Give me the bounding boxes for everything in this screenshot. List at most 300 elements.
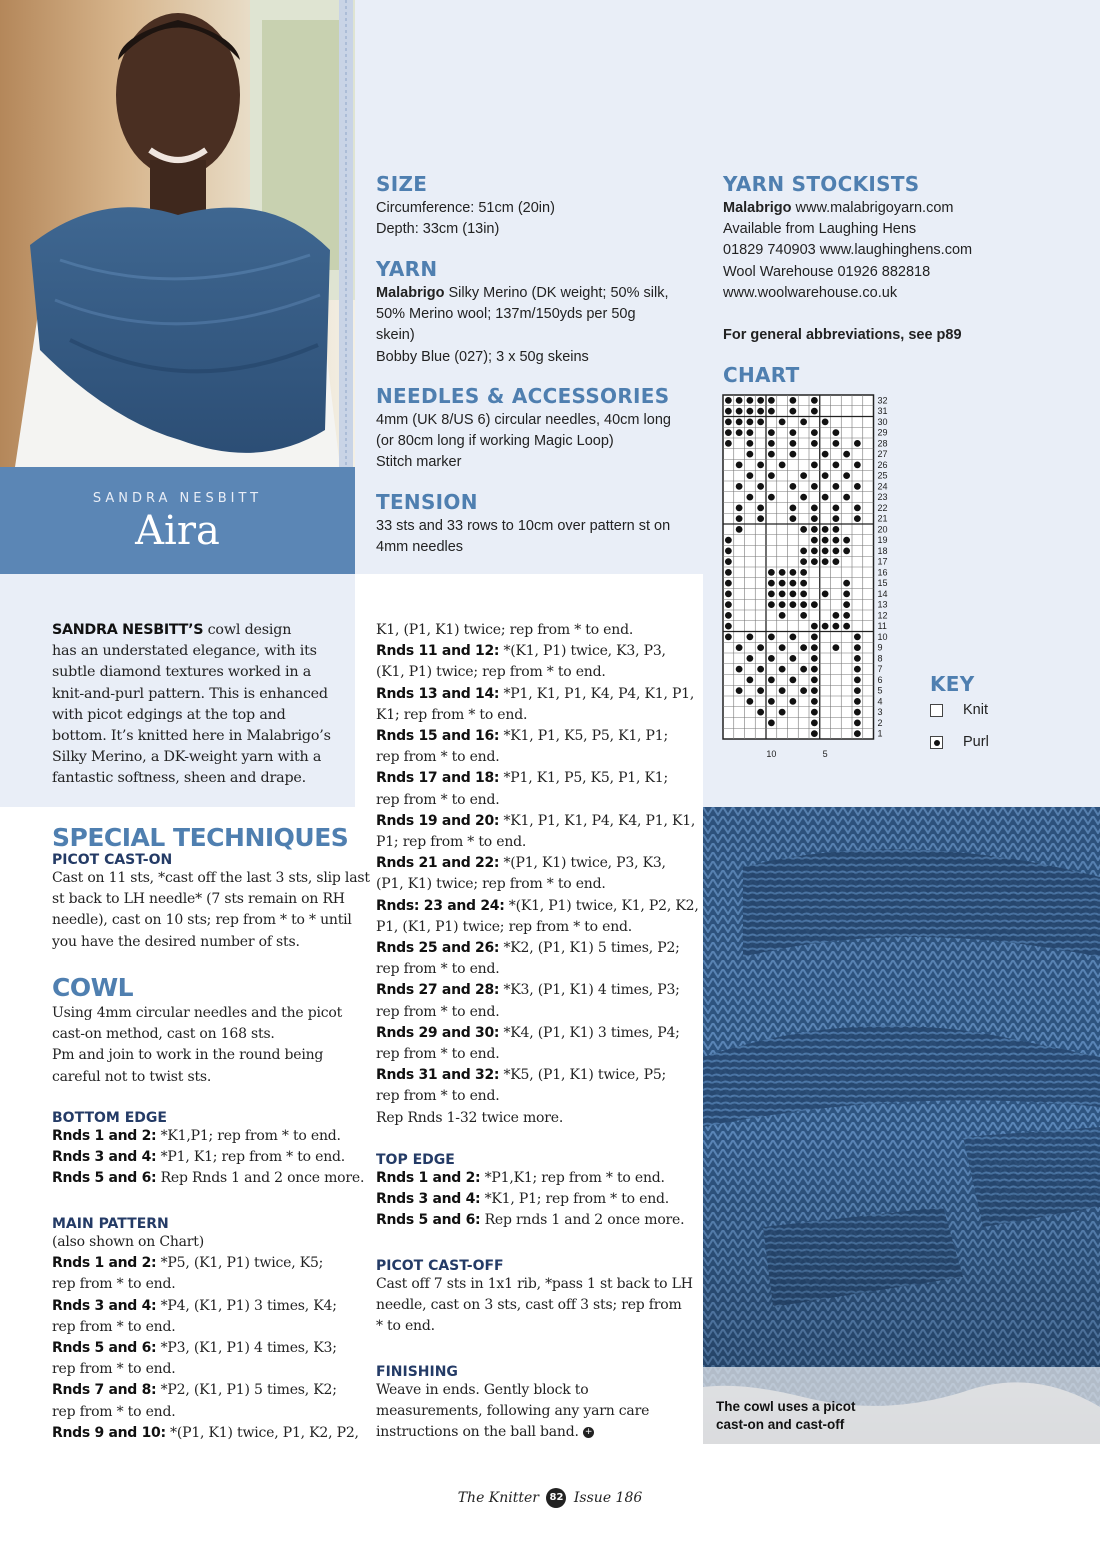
purl-stitch-dot [768,569,775,576]
purl-stitch-dot [822,451,829,458]
bottom-edge-heading: BOTTOM EDGE [52,1110,167,1126]
bottom-edge-section [52,1110,365,1190]
instruction-text: K1, (P1, K1) twice; rep from * to end. [376,622,634,638]
instruction-line [376,1210,696,1231]
purl-stitch-dot [854,676,861,683]
purl-stitch-dot [843,580,850,587]
purl-stitch-dot [725,601,732,608]
purl-stitch-dot [746,472,753,479]
purl-stitch-dot [757,397,764,404]
instruction-text: *(P1, K1) twice, P3, K3, [499,855,666,872]
chart-row-label: 27 [877,449,888,460]
chart-column-label: 5 [822,749,828,759]
instruction-text: K1; rep from * to end. [376,706,528,723]
chart-key [930,702,1050,762]
yarn-section [376,257,696,368]
instruction-text: *(K1, P1) twice, K1, P2, K2, [504,897,699,914]
intro-text [52,620,352,790]
purl-stitch-dot [779,601,786,608]
purl-symbol-icon [930,736,943,749]
instruction-line [376,1065,696,1086]
instruction-round-label: Rnds 29 and 30: [376,1024,500,1041]
instruction-line [376,917,696,938]
purl-stitch-dot [779,461,786,468]
purl-stitch-dot [822,537,829,544]
purl-stitch-dot [736,504,743,511]
stockist-brand: Malabrigo [723,200,792,216]
purl-stitch-dot [725,623,732,630]
top-edge-heading: TOP EDGE [376,1152,455,1168]
instruction-text: *P2, (K1, P1) 5 times, K2; [156,1382,337,1399]
purl-stitch-dot [789,676,796,683]
instruction-text: rep from * to end. [376,961,500,978]
purl-stitch-dot [811,429,818,436]
chart-row-label: 11 [877,621,887,632]
purl-stitch-dot [789,633,796,640]
instruction-text: P1; rep from * to end. [376,834,527,851]
purl-stitch-dot [725,558,732,565]
top-edge-section [376,1152,696,1232]
purl-stitch-dot [854,440,861,447]
instruction-round-label: Rnds 5 and 6: [376,1212,481,1229]
instruction-line [376,1044,696,1065]
purl-stitch-dot [811,623,818,630]
purl-stitch-dot [811,558,818,565]
instruction-round-label: Rnds 5 and 6: [52,1170,157,1187]
instruction-line [52,1296,352,1317]
purl-stitch-dot [746,429,753,436]
chart-row-label: 10 [877,631,888,642]
purl-stitch-dot [779,644,786,651]
chart-row-label: 26 [877,459,888,470]
instruction-line [376,938,696,959]
purl-stitch-dot [768,429,775,436]
size-line: Circumference: 51cm (20in) [376,200,555,216]
purl-stitch-dot [800,580,807,587]
purl-stitch-dot [811,730,818,737]
special-techniques-section [52,823,370,953]
purl-stitch-dot [811,709,818,716]
purl-stitch-dot [757,504,764,511]
purl-stitch-dot [736,397,743,404]
chart-row-label: 3 [877,707,883,718]
purl-stitch-dot [811,666,818,673]
purl-stitch-dot [757,461,764,468]
instruction-line [52,1274,352,1295]
purl-stitch-dot [854,515,861,522]
stockist-line: www.woolwarehouse.co.uk [723,284,898,301]
instruction-line [52,1359,352,1380]
purl-stitch-dot [832,558,839,565]
purl-stitch-dot [822,472,829,479]
intro-line: fantastic softness, sheen and drape. [52,770,307,787]
tension-line: 4mm needles [376,539,464,556]
purl-stitch-dot [832,504,839,511]
main-pattern-continued [376,620,699,1129]
instruction-line [376,811,696,832]
special-line: needle), cast on 10 sts; rep from * to * until [52,912,352,929]
instruction-text: *K1, P1, K5, P5, K1, P1; [499,728,668,745]
chart-row-label: 9 [877,642,883,653]
instruction-round-label: Rnds 7 and 8: [52,1382,157,1399]
purl-stitch-dot [725,418,732,425]
purl-stitch-dot [811,537,818,544]
instruction-line [376,1023,696,1044]
chart-row-label: 4 [877,696,883,707]
purl-stitch-dot [746,698,753,705]
purl-stitch-dot [822,494,829,501]
chart-row-label: 28 [877,438,888,449]
pattern-title: Aira [135,508,220,554]
needles-line: (or 80cm long if working Magic Loop) [376,433,614,450]
purl-stitch-dot [746,397,753,404]
purl-stitch-dot [822,526,829,533]
instruction-text: *K2, (P1, K1) 5 times, P2; [499,940,680,957]
castoff-line: needle, cast on 3 sts, cast off 3 sts; rep from [376,1297,682,1314]
purl-stitch-dot [779,666,786,673]
purl-stitch-dot [779,709,786,716]
photo-caption [716,1398,856,1434]
purl-stitch-dot [779,580,786,587]
key-heading: KEY [930,672,975,696]
instruction-round-label: Rnds 31 and 32: [376,1067,500,1084]
instruction-line [376,790,696,811]
purl-stitch-dot [800,526,807,533]
purl-stitch-dot [822,558,829,565]
purl-stitch-dot [768,676,775,683]
instruction-line [376,641,696,662]
instruction-line [52,1147,352,1168]
purl-stitch-dot [757,483,764,490]
purl-stitch-dot [854,655,861,662]
castoff-line: * to end. [376,1318,435,1335]
purl-stitch-dot [832,483,839,490]
purl-stitch-dot [811,676,818,683]
instruction-line [376,1168,696,1189]
chart-column-label: 10 [766,749,777,759]
purl-stitch-dot [768,698,775,705]
purl-stitch-dot [736,429,743,436]
instruction-text: rep from * to end. [52,1403,176,1420]
purl-stitch-dot [768,408,775,415]
purl-stitch-dot [768,719,775,726]
purl-stitch-dot [789,397,796,404]
purl-stitch-dot [757,418,764,425]
purl-stitch-dot [725,612,732,619]
purl-stitch-dot [768,494,775,501]
purl-stitch-dot [789,483,796,490]
intro-line: with picot edgings at the top and [52,706,286,723]
purl-stitch-dot [725,590,732,597]
instruction-text: *K5, (P1, K1) twice, P5; [499,1067,667,1084]
yarn-heading: YARN [376,257,438,281]
chart-row-label: 15 [877,578,888,589]
purl-stitch-dot [832,547,839,554]
instruction-line [376,959,696,980]
instruction-line [52,1317,352,1338]
instruction-round-label: Rnds: 23 and 24: [376,897,505,914]
instruction-round-label: Rnds 15 and 16: [376,728,500,745]
instruction-text: *(K1, P1) twice, K3, P3, [499,643,666,660]
chart-row-label: 22 [877,502,888,513]
cowl-line: Pm and join to work in the round being [52,1047,324,1064]
purl-stitch-dot [832,429,839,436]
instruction-round-label: Rnds 9 and 10: [52,1424,166,1441]
purl-stitch-dot [757,515,764,522]
purl-stitch-dot [725,569,732,576]
purl-stitch-dot [822,418,829,425]
instruction-text: rep from * to end. [376,1003,500,1020]
key-label-purl: Purl [963,734,989,750]
intro-line: cowl design [203,622,292,638]
purl-stitch-dot [854,461,861,468]
size-line: Depth: 33cm (13in) [376,221,500,238]
instruction-round-label: Rnds 3 and 4: [52,1149,157,1166]
cowl-line: cast-on method, cast on 168 sts. [52,1026,275,1043]
instruction-line [376,684,696,705]
instruction-line [376,1086,696,1107]
purl-stitch-dot [789,504,796,511]
purl-stitch-dot [746,655,753,662]
instruction-line [52,1253,352,1274]
special-line: you have the desired number of sts. [52,933,300,950]
tension-section [376,490,696,558]
castoff-line: Cast off 7 sts in 1x1 rib, *pass 1 st back to LH [376,1276,693,1292]
purl-stitch-dot [746,676,753,683]
purl-stitch-dot [746,451,753,458]
instruction-line [52,1168,365,1189]
needles-line: 4mm (UK 8/US 6) circular needles, 40cm long [376,412,671,428]
instruction-text: *K1, P1; rep from * to end. [480,1191,670,1208]
instruction-text: *(P1, K1) twice, P1, K2, P2, [165,1424,359,1441]
instruction-line [376,662,696,683]
magazine-name: The Knitter [457,1490,539,1506]
purl-stitch-dot [843,537,850,544]
purl-stitch-dot [736,687,743,694]
instruction-line [52,1380,352,1401]
instruction-text: rep from * to end. [376,749,500,766]
chart-row-label: 30 [877,416,888,427]
purl-stitch-dot [822,547,829,554]
model-photo [0,0,355,467]
instruction-text: P1, (K1, P1) twice; rep from * to end. [376,918,633,935]
intro-line: subtle diamond textures worked in a [52,664,312,681]
purl-stitch-dot [768,601,775,608]
cowl-heading: COWL [52,973,134,1002]
purl-stitch-dot [811,633,818,640]
purl-stitch-dot [800,547,807,554]
purl-stitch-dot [789,515,796,522]
instruction-text: *P4, (K1, P1) 3 times, K4; [156,1297,337,1314]
chart-row-label: 13 [877,599,888,610]
purl-stitch-dot [725,537,732,544]
size-section [376,172,696,240]
instruction-round-label: Rnds 21 and 22: [376,855,500,872]
chart-row-label: 12 [877,610,888,621]
purl-stitch-dot [725,440,732,447]
page-number: 82 [546,1488,566,1508]
purl-stitch-dot [736,515,743,522]
purl-stitch-dot [736,666,743,673]
purl-stitch-dot [811,655,818,662]
purl-stitch-dot [832,461,839,468]
instruction-text: *P1,K1; rep from * to end. [480,1170,665,1186]
purl-stitch-dot [811,461,818,468]
instruction-text: *P1, K1; rep from * to end. [156,1149,346,1166]
purl-stitch-dot [832,623,839,630]
yarn-line: 50% Merino wool; 137m/150yds per 50g [376,306,636,323]
purl-stitch-dot [800,601,807,608]
purl-stitch-dot [725,408,732,415]
purl-stitch-dot [854,633,861,640]
finishing-line: measurements, following any yarn care [376,1403,650,1420]
finishing-line: Weave in ends. Gently block to [376,1382,589,1398]
purl-stitch-dot [811,515,818,522]
needles-heading: NEEDLES & ACCESSORIES [376,384,670,408]
knit-symbol-icon [930,704,943,717]
instruction-text: (P1, K1) twice; rep from * to end. [376,876,606,893]
purl-stitch-dot [822,623,829,630]
purl-stitch-dot [843,547,850,554]
instruction-text: Rep rnds 1 and 2 once more. [480,1212,685,1229]
intro-line: knit-and-purl pattern. This is enhanced [52,685,328,702]
purl-stitch-dot [779,612,786,619]
chart-row-label: 7 [877,664,883,675]
instruction-text: *K1, P1, K1, P4, K4, P1, K1, [499,812,696,829]
purl-stitch-dot [811,687,818,694]
instruction-round-label: Rnds 1 and 2: [52,1255,157,1272]
tension-heading: TENSION [376,490,478,514]
purl-stitch-dot [854,644,861,651]
purl-stitch-dot [789,440,796,447]
purl-stitch-dot [843,612,850,619]
purl-stitch-dot [779,418,786,425]
instruction-line [376,832,696,853]
purl-stitch-dot [768,440,775,447]
purl-stitch-dot [768,472,775,479]
instruction-line [376,980,696,1001]
instruction-text: *P1, K1, P1, K4, P4, K1, P1, [499,685,695,702]
purl-stitch-dot [768,633,775,640]
instruction-line [376,1002,696,1023]
purl-stitch-dot [800,590,807,597]
instruction-round-label: Rnds 3 and 4: [52,1297,157,1314]
purl-stitch-dot [800,687,807,694]
instruction-text: *P3, (K1, P1) 4 times, K3; [156,1340,337,1357]
purl-stitch-dot [789,451,796,458]
picot-cast-off-heading: PICOT CAST-OFF [376,1258,504,1274]
instruction-round-label: Rnds 17 and 18: [376,770,500,787]
yarn-line: Silky Merino (DK weight; 50% silk, [444,285,669,301]
purl-stitch-dot [832,515,839,522]
purl-stitch-dot [854,687,861,694]
chart-row-label: 25 [877,470,888,481]
instruction-line [52,1423,359,1444]
purl-stitch-dot [800,558,807,565]
issue-number: Issue 186 [573,1490,643,1506]
purl-stitch-dot [843,590,850,597]
purl-stitch-dot [843,494,850,501]
instruction-text: rep from * to end. [52,1318,176,1335]
instruction-round-label: Rnds 1 and 2: [52,1128,157,1144]
purl-stitch-dot [789,569,796,576]
special-line: Cast on 11 sts, *cast off the last 3 sts, slip last [52,870,370,886]
picot-cast-off-section [376,1258,696,1338]
purl-stitch-dot [746,408,753,415]
instruction-line [376,747,696,768]
purl-stitch-dot [736,461,743,468]
purl-stitch-dot [746,633,753,640]
purl-stitch-dot [768,451,775,458]
caption-line: The cowl uses a picot [716,1399,856,1414]
instruction-text: Rep Rnds 1-32 twice more. [376,1109,564,1126]
instruction-round-label: Rnds 11 and 12: [376,643,500,660]
purl-stitch-dot [854,666,861,673]
purl-stitch-dot [811,547,818,554]
intro-line: has an understated elegance, with its [52,643,317,660]
intro-line: Silky Merino, a DK-weight yarn with a [52,749,322,766]
instruction-line [376,768,696,789]
instruction-line [52,1402,352,1423]
intro-line: bottom. It’s knitted here in Malabrigo’s [52,728,331,745]
purl-stitch-dot [811,601,818,608]
chart-row-label: 8 [877,653,883,664]
instruction-line [376,726,696,747]
chart-row-label: 31 [877,406,888,417]
purl-stitch-dot [800,612,807,619]
purl-stitch-dot [800,494,807,501]
designer-name: SANDRA NESBITT [92,491,263,506]
purl-stitch-dot [746,440,753,447]
instruction-text: (K1, P1) twice; rep from * to end. [376,664,606,681]
instruction-text: rep from * to end. [376,791,500,808]
intro-lead: SANDRA NESBITT’S [52,622,204,638]
needles-line: Stitch marker [376,454,462,471]
purl-stitch-dot [736,526,743,533]
purl-stitch-dot [746,494,753,501]
purl-stitch-dot [832,526,839,533]
instruction-text: rep from * to end. [376,1088,500,1105]
chart-row-label: 5 [877,685,883,696]
purl-stitch-dot [843,601,850,608]
instruction-round-label: Rnds 19 and 20: [376,812,500,829]
yarn-line: Bobby Blue (027); 3 x 50g skeins [376,348,589,365]
instruction-text: *K4, (P1, K1) 3 times, P4; [499,1024,680,1041]
chart-row-label: 6 [877,674,883,685]
purl-stitch-dot [811,440,818,447]
purl-stitch-dot [725,633,732,640]
purl-stitch-dot [768,655,775,662]
instruction-round-label: Rnds 3 and 4: [376,1191,481,1208]
instruction-line [376,874,696,895]
purl-stitch-dot [725,547,732,554]
finishing-line: instructions on the ball band. [376,1424,579,1441]
instruction-text: *K1,P1; rep from * to end. [156,1128,341,1144]
purl-stitch-dot [789,698,796,705]
chart-row-label: 18 [877,545,888,556]
stockists-section [723,172,1083,346]
purl-stitch-dot [843,472,850,479]
instruction-text: rep from * to end. [52,1361,176,1378]
purl-stitch-dot [800,418,807,425]
special-line: st back to LH needle* (7 sts remain on RH [52,891,345,908]
instruction-text: rep from * to end. [376,1046,500,1063]
instruction-line [376,1108,696,1129]
chart-row-label: 14 [877,588,888,599]
special-techniques-heading: SPECIAL TECHNIQUES [52,823,349,852]
instruction-line [376,896,699,917]
instruction-line [376,620,696,641]
